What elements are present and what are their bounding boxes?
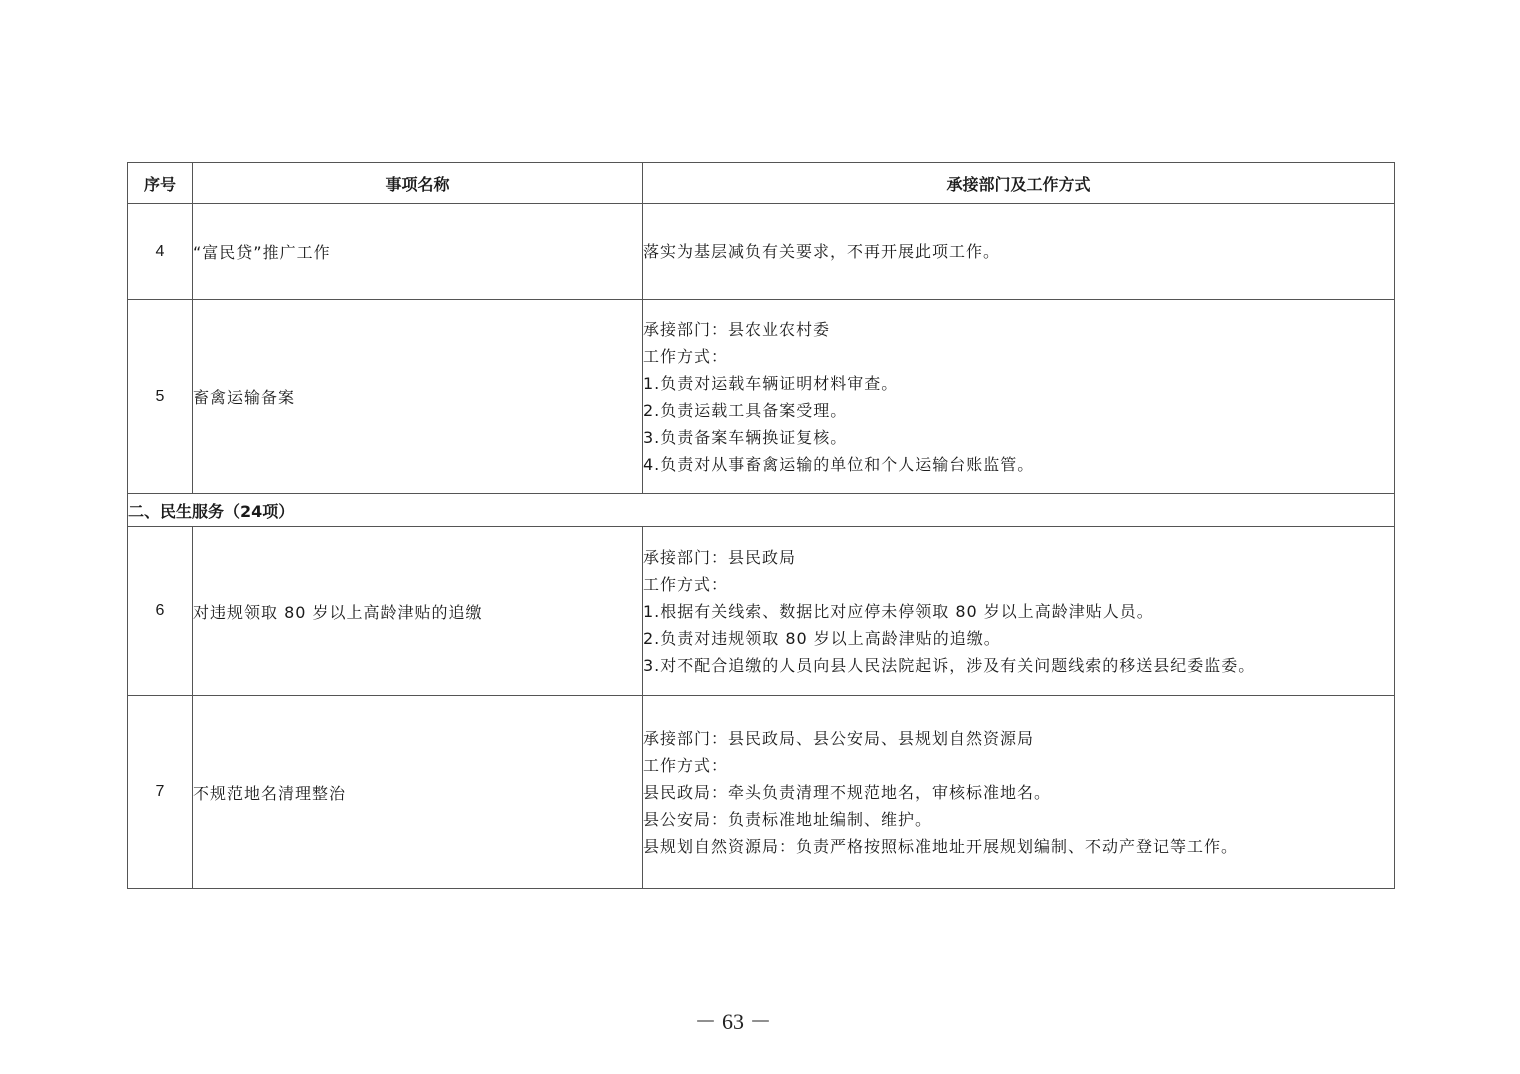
row-item-name: 对违规领取 80 岁以上高龄津贴的追缴: [193, 527, 643, 696]
table-header-row: [128, 163, 1395, 204]
detail-line: 工作方式：: [643, 755, 729, 775]
detail-line: 承接部门：县民政局: [643, 547, 797, 567]
header-index: 序号: [128, 163, 193, 204]
table-row: [128, 527, 1395, 696]
detail-line: 承接部门：县民政局、县公安局、县规划自然资源局: [643, 728, 1035, 748]
table-row: [128, 300, 1395, 494]
row-detail: [643, 696, 1395, 889]
detail-line: 县民政局：牵头负责清理不规范地名，审核标准地名。: [643, 782, 1052, 802]
section-title: 二、民生服务（24项）: [128, 494, 1395, 527]
row-item-name: “富民贷”推广工作: [193, 204, 643, 300]
row-index: 6: [128, 527, 193, 696]
detail-line: 3.对不配合追缴的人员向县人民法院起诉，涉及有关问题线索的移送县纪委监委。: [643, 655, 1256, 675]
detail-line: 县公安局：负责标准地址编制、维护。: [643, 809, 933, 829]
table-row: [128, 204, 1395, 300]
table-row: [128, 696, 1395, 889]
row-index: 4: [128, 204, 193, 300]
detail-line: 承接部门：县农业农村委: [643, 319, 831, 339]
row-item-name: 不规范地名清理整治: [193, 696, 643, 889]
detail-line: 县规划自然资源局：负责严格按照标准地址开展规划编制、不动产登记等工作。: [643, 836, 1239, 856]
row-detail: [643, 204, 1395, 300]
row-detail: [643, 300, 1395, 494]
detail-line: 工作方式：: [643, 346, 729, 366]
detail-line: 4.负责对从事畜禽运输的单位和个人运输台账监管。: [643, 454, 1035, 474]
row-index: 7: [128, 696, 193, 889]
detail-line: 2.负责对违规领取 80 岁以上高龄津贴的追缴。: [643, 628, 1001, 648]
detail-line: 落实为基层减负有关要求，不再开展此项工作。: [643, 242, 1001, 261]
detail-line: 工作方式：: [643, 574, 729, 594]
row-item-name: 畜禽运输备案: [193, 300, 643, 494]
detail-line: 1.根据有关线索、数据比对应停未停领取 80 岁以上高龄津贴人员。: [643, 601, 1154, 621]
page-number: － 63 －: [694, 1009, 772, 1034]
row-detail: [643, 527, 1395, 696]
detail-line: 3.负责备案车辆换证复核。: [643, 427, 848, 447]
section-row: [128, 494, 1395, 527]
items-table: [127, 162, 1395, 889]
detail-line: 2.负责运载工具备案受理。: [643, 400, 848, 420]
detail-line: 1.负责对运载车辆证明材料审查。: [643, 373, 899, 393]
header-item-name: 事项名称: [193, 163, 643, 204]
header-department-method: 承接部门及工作方式: [643, 163, 1395, 204]
row-index: 5: [128, 300, 193, 494]
